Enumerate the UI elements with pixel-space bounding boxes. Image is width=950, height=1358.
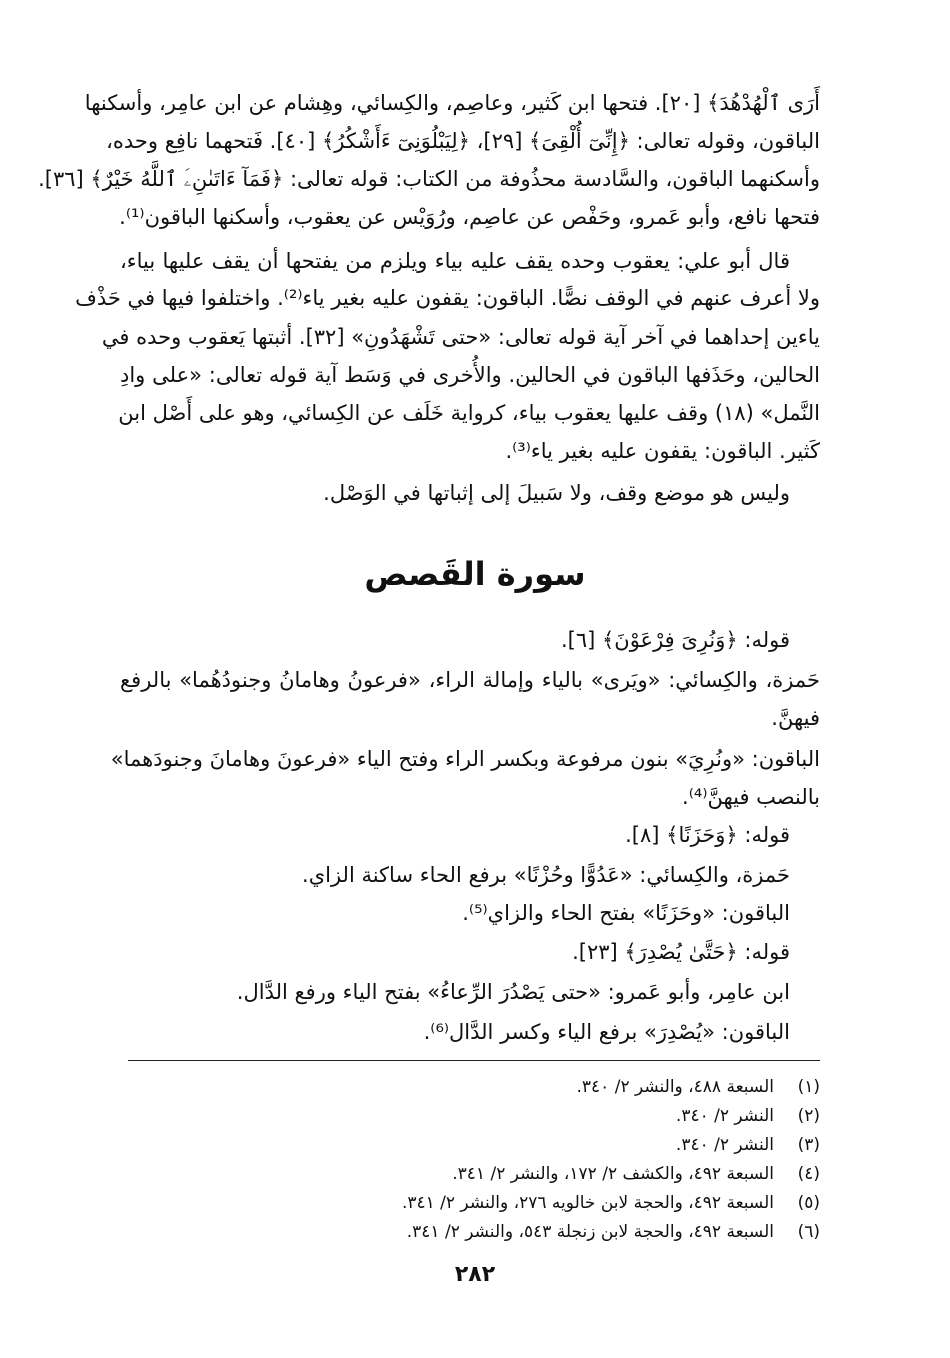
footnote — [402, 1191, 820, 1215]
text-line: الباقون: «ونُرِيَ» بنون مرفوعة وبكسر الراء وفتح الياء «فرعونَ وهامانَ وجنودَهما» — [110, 747, 820, 771]
text-line: كَثير. الباقون: يقفون عليه بغير ياء⁽³⁾. — [505, 439, 820, 463]
text-line: قوله: ﴿وَنُرِىَ فِرْعَوْنَ﴾ [٦]. — [560, 628, 790, 652]
text-line: فتحها نافع، وأبو عَمرو، وحَفْص عن عاصِم، ورُوَيْس عن يعقوب، وأسكنها الباقون⁽¹⁾. — [119, 205, 820, 229]
text-line: ابن عامِر، وأبو عَمرو: «حتى يَصْدُرَ الرِّعاءُ» بفتح الياء ورفع الدَّال. — [236, 980, 790, 1004]
text-line: حَمزة، والكِسائي: «عَدُوًّا وحُزْنًا» برفع الحاء ساكنة الزاي. — [302, 863, 790, 887]
footnote-number: (١) — [797, 1077, 820, 1097]
text-line: فيهنَّ. — [771, 706, 820, 730]
text-line: الباقون: «يُصْدِرَ» برفع الياء وكسر الدَّال⁽⁶⁾. — [423, 1020, 790, 1044]
footnote-text: السبعة ٤٩٢، والحجة لابن خالويه ٢٧٦، والنشر ٢/ ٣٤١. — [401, 1193, 774, 1213]
text-line: قوله: ﴿وَحَزَنًا﴾ [٨]. — [625, 823, 790, 847]
footnote — [452, 1162, 820, 1186]
text-line: وليس هو موضع وقف، ولا سَبيلَ إلى إثباتها في الوَصْل. — [323, 481, 790, 505]
footnote-number: (٤) — [797, 1164, 820, 1184]
footnote-text: النشر ٢/ ٣٤٠. — [675, 1135, 774, 1155]
footnote — [407, 1220, 820, 1244]
text-line: الحالين، وحَذَفها الباقون في الحالين. والأُخرى في وَسَط آية قوله تعالى: «على وادِ — [120, 363, 820, 387]
text-line: الباقون، وقوله تعالى: ﴿إِنِّىٓ أُلْقِىَ﴾ [٢٩]، ﴿لِيَبْلُوَنِىٓ ءَأَشْكُرُ﴾ [٤٠]. فَتحهما نافِع وحده، — [106, 129, 820, 153]
text-line: أَرَى ٱلْهُدْهُدَ﴾ [٢٠]. فتحها ابن كَثير، وعاصِم، والكِسائي، وهِشام عن ابن عامِر، وأسكنها — [84, 91, 820, 115]
text-line: ولا أعرف عنهم في الوقف نصًّا. الباقون: يقفون عليه بغير ياء⁽²⁾. واختلفوا فيها في حَذْف — [75, 286, 820, 310]
page-number: ٢٨٢ — [454, 1262, 496, 1287]
footnote-text: السبعة ٤٨٨، والنشر ٢/ ٣٤٠. — [576, 1077, 774, 1097]
footnote-separator — [128, 1060, 820, 1061]
text-line: حَمزة، والكِسائي: «ويَرى» بالياء وإمالة الراء، «فرعونُ وهامانُ وجنودُهُما» بالرفع — [120, 668, 820, 692]
footnote-number: (٥) — [797, 1193, 820, 1213]
text-line: الباقون: «وحَزَنًا» بفتح الحاء والزاي⁽⁵⁾. — [462, 901, 790, 925]
text-line: بالنصب فيهنَّ⁽⁴⁾. — [682, 785, 820, 809]
footnote-text: النشر ٢/ ٣٤٠. — [675, 1106, 774, 1126]
footnote-text: السبعة ٤٩٢، والحجة لابن زنجلة ٥٤٣، والنشر ٢/ ٣٤١. — [406, 1222, 774, 1242]
text-line: قال أبو علي: يعقوب وحده يقف عليه بياء ويلزم من يفتحها أن يقف عليها بياء، — [120, 249, 790, 273]
footnote — [676, 1133, 820, 1157]
footnote — [676, 1104, 820, 1128]
footnote — [576, 1075, 820, 1099]
text-line: وأسكنهما الباقون، والسَّادسة محذُوفة من الكتاب: قوله تعالى: ﴿فَمَآ ءَاتَىٰنِۦَ ٱللَّهُ خَيْرٌ﴾ [٣٦]. — [38, 167, 820, 191]
footnote-number: (٢) — [797, 1106, 820, 1126]
footnote-number: (٣) — [797, 1135, 820, 1155]
text-line: ياءين إحداهما في آخر آية قوله تعالى: «حتى تَشْهَدُونِ» [٣٢]. أثبتها يَعقوب وحده في — [101, 325, 820, 349]
text-line: النَّمل» (١٨) وقف عليها يعقوب بياء، كرواية خَلَف عن الكِسائي، وهو على أَصْل ابن — [118, 401, 820, 425]
text-line: قوله: ﴿حَتَّىٰ يُصْدِرَ﴾ [٢٣]. — [572, 940, 790, 964]
footnote-text: السبعة ٤٩٢، والكشف ٢/ ١٧٢، والنشر ٢/ ٣٤١. — [452, 1164, 774, 1184]
footnote-number: (٦) — [797, 1222, 820, 1242]
surah-title: سورة القَصص — [364, 555, 586, 593]
